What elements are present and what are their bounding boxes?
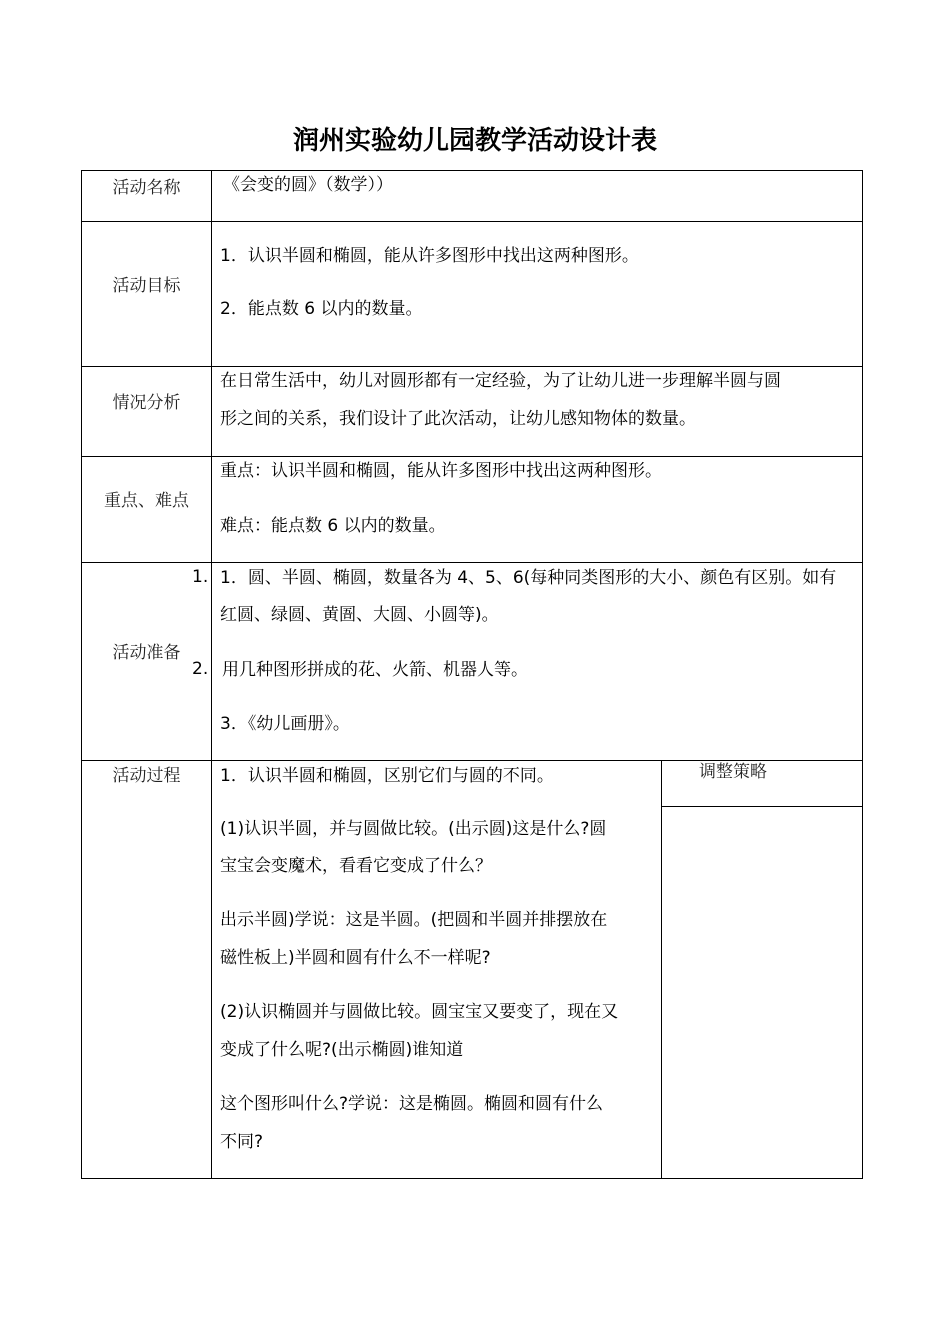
process-line: 变成了什么呢?(出示椭圆)谁知道: [220, 1040, 464, 1060]
prep-item: 1．圆、半圆、椭圆，数量各为 4、5、6(每种同类图形的大小、颜色有区别。如有: [220, 568, 837, 588]
process-line: 1．认识半圆和椭圆，区别它们与圆的不同。: [220, 766, 554, 786]
prep-list-marker: 2.: [192, 659, 209, 679]
activity-name-value: 《会变的圆》（数学））: [223, 175, 393, 195]
process-line: 宝宝会变魔术，看看它变成了什么？: [220, 856, 492, 876]
row-divider: [82, 562, 862, 563]
prep-item: 用几种图形拼成的花、火箭、机器人等。: [222, 660, 528, 680]
page-title: 润州实验幼儿园教学活动设计表: [292, 126, 657, 156]
prep-item-continued: 红圆、绿圆、黄圄、大圆、小圆等)。: [220, 605, 499, 625]
label-key-difficult: 重点、难点: [104, 491, 189, 511]
label-activity-goal: 活动目标: [112, 276, 181, 296]
key-point: 重点：认识半圆和椭圆，能从许多图形中找出这两种图形。: [220, 461, 662, 481]
strategy-divider: [661, 806, 862, 807]
label-adjust-strategy: 调整策略: [699, 762, 767, 782]
analysis-line: 形之间的关系，我们设计了此次活动，让幼儿感知物体的数量。: [220, 409, 696, 429]
goal-item: 2．能点数 6 以内的数量。: [220, 299, 423, 319]
activity-design-table: [81, 170, 863, 1179]
label-activity-prep: 活动准备: [112, 643, 181, 663]
label-activity-process: 活动过程: [112, 766, 181, 786]
process-line: 不同?: [220, 1132, 264, 1152]
label-activity-name: 活动名称: [112, 178, 181, 198]
row-divider: [82, 366, 862, 367]
label-situation-analysis: 情况分析: [112, 393, 181, 413]
label-column-divider: [211, 171, 212, 1178]
process-line: 磁性板上)半圆和圆有什么不一样呢?: [220, 948, 491, 968]
goal-item: 1．认识半圆和椭圆，能从许多图形中找出这两种图形。: [220, 246, 639, 266]
row-divider: [82, 456, 862, 457]
difficult-point: 难点：能点数 6 以内的数量。: [220, 516, 446, 536]
prep-list-marker: 1.: [192, 567, 209, 587]
prep-item: 3．《幼儿画册》。: [220, 714, 350, 734]
process-line: 这个图形叫什么?学说：这是椭圆。椭圆和圆有什么: [220, 1094, 604, 1114]
process-line: (1)认识半圆，并与圆做比较。(出示圆)这是什么?圆: [220, 819, 607, 839]
analysis-line: 在日常生活中，幼儿对圆形都有一定经验，为了让幼儿进一步理解半圆与圆: [220, 371, 781, 391]
process-line: (2)认识椭圆并与圆做比较。圆宝宝又要变了，现在又: [220, 1002, 619, 1022]
row-divider: [82, 221, 862, 222]
strategy-column-divider: [661, 760, 662, 1178]
process-line: 出示半圆)学说：这是半圆。(把圆和半圆并排摆放在: [220, 910, 608, 930]
